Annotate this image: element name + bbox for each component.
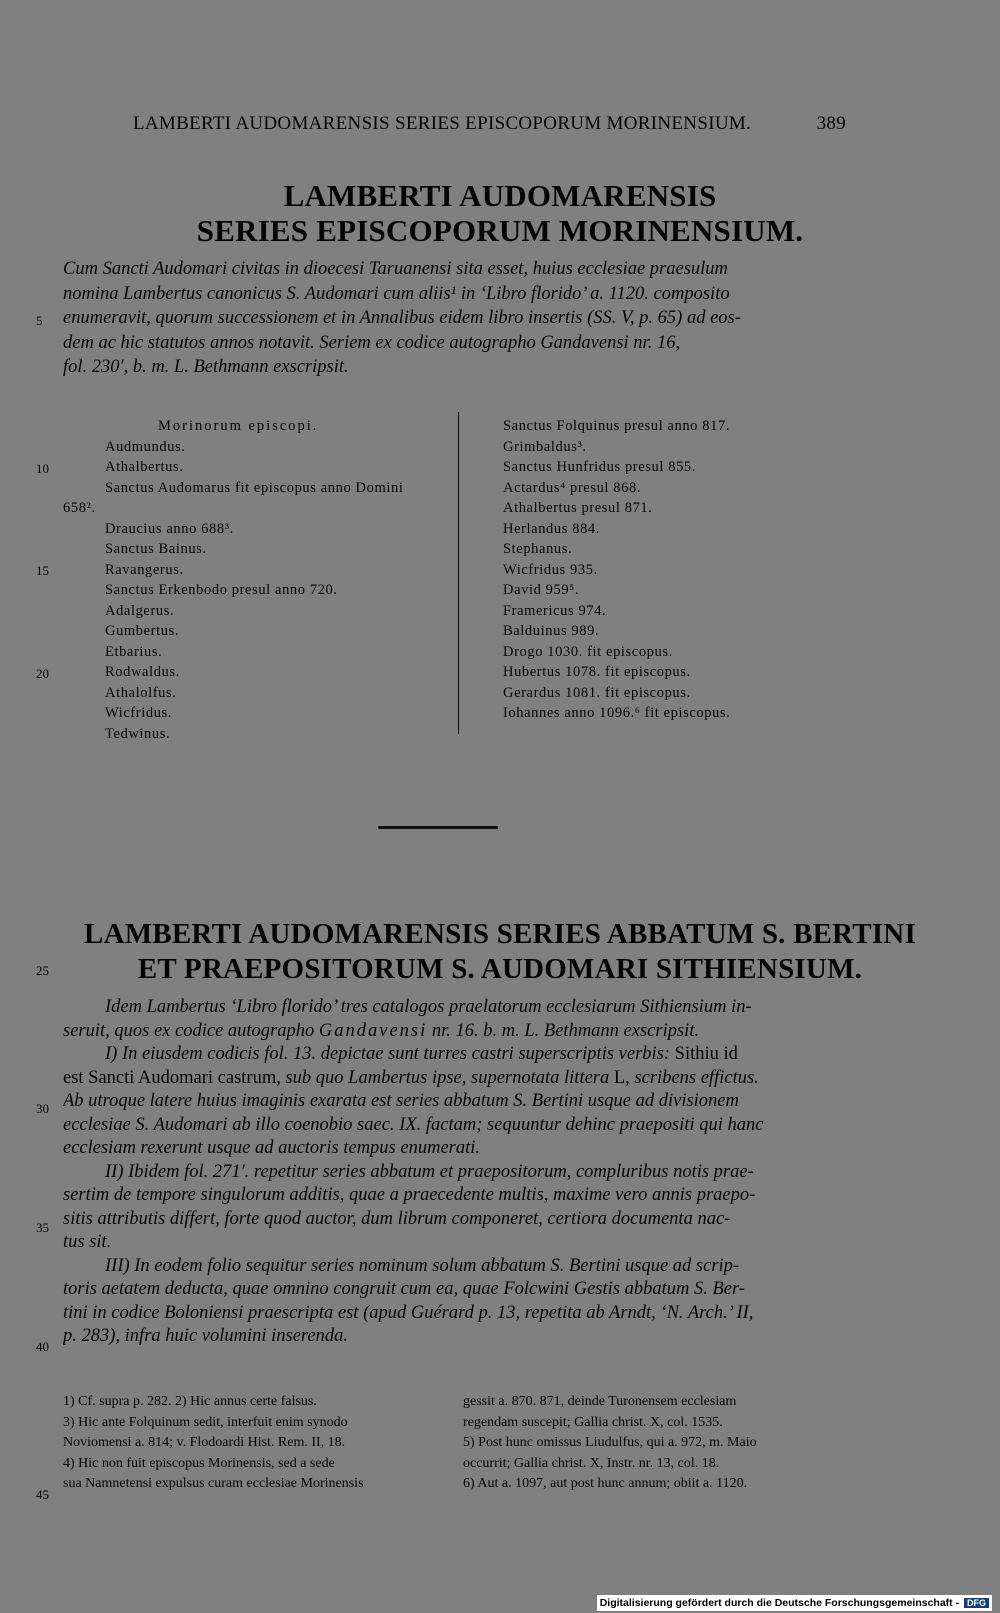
body-line: tini in codice Boloniensi praescripta est (apud Guérard p. 13, repetita ab Arndt, ‘N. Arch.’ II, <box>63 1302 754 1323</box>
body-line: ecclesiae S. Audomari ab illo coenobio saec. IX. factam; sequuntur dehinc praepositi qui hanc <box>63 1114 764 1135</box>
footnote-line: sua Namnetensi expulsus curam ecclesiae Morinensis <box>63 1476 364 1491</box>
footnote-line: occurrit; Gallia christ. X, Instr. nr. 13, col. 18. <box>463 1455 720 1471</box>
section-title-line-2: SERIES EPISCOPORUM MORINENSIUM. <box>196 213 804 248</box>
list-item: Gerardus 1081. fit episcopus. <box>503 684 691 701</box>
list-item: Stephanus. <box>503 541 573 557</box>
section-title-2-line-2: ET PRAEPOSITORUM S. AUDOMARI SITHIENSIUM. <box>137 953 863 985</box>
body-line: III) In eodem folio sequitur series nominum solum abbatum S. Bertini usque ad scrip- <box>105 1255 740 1276</box>
intro-line: fol. 230′, b. m. L. Bethmann exscripsit. <box>63 357 349 377</box>
line-number: 45 <box>36 1487 49 1502</box>
list-item: Herlandus 884. <box>503 520 600 537</box>
list-item: Sanctus Erkenbodo presul anno 720. <box>105 582 338 598</box>
footnote-line: 1) Cf. supra p. 282. 2) Hic annus certe falsus. <box>63 1394 317 1409</box>
list-item: Drogo 1030. fit episcopus. <box>503 643 673 660</box>
list-item: Athalolfus. <box>105 684 177 701</box>
bishop-list-right <box>503 416 853 724</box>
list-item: Wicfridus 935. <box>503 561 598 578</box>
body-text: I) In eiusdem codicis fol. 13. depictae sunt turres castri superscriptis verbis: <box>105 1044 675 1064</box>
footnote-line: 4) Hic non fuit episcopus Morinensis, sed a sede <box>63 1455 335 1471</box>
line-number: 20 <box>36 666 49 681</box>
list-heading: Morinorum episcopi. <box>158 418 319 434</box>
line-number: 25 <box>36 963 49 978</box>
list-item: Iohannes anno 1096.⁶ fit episcopus. <box>503 705 731 721</box>
intro-paragraph <box>63 257 846 380</box>
list-item: Athalbertus. <box>105 459 184 475</box>
line-number: 5 <box>36 313 43 328</box>
intro-line: enumeravit, quorum successionem et in Annalibus eidem libro insertis (SS. V, p. 65) ad eos- <box>63 308 741 328</box>
list-item: Etbarius. <box>105 643 163 660</box>
line-number: 30 <box>36 1101 49 1116</box>
footnote-line: 3) Hic ante Folquinum sedit, interfuit enim synodo <box>63 1414 348 1430</box>
footnotes-right <box>463 1392 848 1495</box>
body-text: scribens effictus. <box>629 1067 759 1088</box>
footnote-line: 6) Aut a. 1097, aut post hunc annum; obiit a. 1120. <box>463 1476 748 1491</box>
footnote-line: gessit a. 870. 871, deinde Turonensem ecclesiam <box>463 1394 737 1409</box>
list-item: Gumbertus. <box>105 623 180 639</box>
body-line: Ab utroque latere huius imaginis exarata est series abbatum S. Bertini usque ad divisionem <box>63 1091 739 1111</box>
body-text: nr. 16. b. m. L. Bethmann exscripsit. <box>427 1020 700 1041</box>
body-line: toris aetatem deducta, quae omnino congruit cum ea, quae Folcwini Gestis abbatum S. Ber- <box>63 1279 745 1299</box>
body-paragraphs <box>63 996 846 1349</box>
list-item: Actardus⁴ presul 868. <box>503 479 642 496</box>
list-item: David 959⁵. <box>503 582 580 598</box>
emphasis-text: Gandavensi <box>318 1020 428 1041</box>
quoted-text: est Sancti Audomari castrum, <box>63 1067 281 1088</box>
body-text: seruit, quos ex codice autographo <box>63 1020 319 1041</box>
body-line <box>63 1067 846 1091</box>
line-number: 15 <box>36 563 49 578</box>
footnote-line: Noviomensi a. 814; v. Flodoardi Hist. Rem. II, 18. <box>63 1435 346 1450</box>
list-item: Sanctus Hunfridus presul 855. <box>503 459 696 475</box>
page-number: 389 <box>816 113 846 134</box>
section-title-line-1: LAMBERTI AUDOMARENSIS <box>283 178 717 213</box>
body-line: Idem Lambertus ‘Libro florido’ tres catalogos praelatorum ecclesiarum Sithiensium in- <box>105 997 752 1017</box>
list-item: Rodwaldus. <box>105 664 180 680</box>
body-text: sub quo Lambertus ipse, supernotata littera <box>280 1067 614 1088</box>
footer-text: Digitalisierung gefördert durch die Deutsche Forschungsgemeinschaft - <box>599 1597 960 1609</box>
line-number: 10 <box>36 461 49 476</box>
running-head-title: LAMBERTI AUDOMARENSIS SERIES EPISCOPORUM MORINENSIUM. <box>133 113 752 134</box>
body-line: II) Ibidem fol. 271′. repetitur series abbatum et praepositorum, compluribus notis prae- <box>105 1161 754 1182</box>
list-item: Tedwinus. <box>105 725 171 742</box>
section-title-2-line-1: LAMBERTI AUDOMARENSIS SERIES ABBATUM S. BERTINI <box>84 918 916 950</box>
list-item: Wicfridus. <box>105 705 173 721</box>
footnotes-left <box>63 1392 448 1495</box>
intro-line: Cum Sancti Audomari civitas in dioecesi Taruanensi sita esset, huius ecclesiae praesulum <box>63 259 728 279</box>
intro-line: dem ac hic statutos annos notavit. Seriem ex codice autographo Gandavensi nr. 16, <box>63 332 681 353</box>
body-line <box>63 1043 846 1067</box>
body-line: p. 283), infra huic volumini inserenda. <box>63 1326 349 1346</box>
footnote-line: regendam suscepit; Gallia christ. X, col. 1535. <box>463 1414 723 1430</box>
column-divider <box>458 412 460 734</box>
intro-line: nomina Lambertus canonicus S. Audomari cum aliis¹ in ‘Libro florido’ a. 1120. composito <box>63 283 730 304</box>
body-line: sertim de tempore singulorum additis, quae a praecedente multis, maxime vero annis praepo- <box>63 1185 756 1205</box>
list-item: 658². <box>63 500 96 516</box>
section-rule <box>378 826 498 829</box>
body-line: tus sit. <box>63 1232 112 1252</box>
body-line: ecclesiam rexerunt usque ad auctoris tempus enumerati. <box>63 1138 481 1158</box>
list-item: Adalgerus. <box>105 602 175 619</box>
bishop-list-left <box>63 416 448 744</box>
body-line <box>63 1020 846 1044</box>
list-item: Audmundus. <box>105 438 186 455</box>
list-item: Sanctus Folquinus presul anno 817. <box>503 418 731 434</box>
list-item: Hubertus 1078. fit episcopus. <box>503 664 691 680</box>
line-number: 40 <box>36 1339 49 1354</box>
footnote-line: 5) Post hunc omissus Liudulfus, qui a. 972, m. Maio <box>463 1435 757 1450</box>
list-item: Athalbertus presul 871. <box>503 500 653 516</box>
body-line: sitis attributis differt, forte quod auctor, dum librum componeret, certiora documenta nac- <box>63 1208 731 1229</box>
list-item: Sanctus Bainus. <box>105 541 207 557</box>
quoted-text: Sithiu id <box>674 1044 738 1064</box>
list-item: Grimbaldus³. <box>503 438 587 455</box>
line-number: 35 <box>36 1220 49 1235</box>
list-item: Balduinus 989. <box>503 623 600 639</box>
funding-footer <box>597 1595 992 1611</box>
list-item: Sanctus Audomarus fit episcopus anno Domini <box>105 479 404 496</box>
list-item: Ravangerus. <box>105 561 184 578</box>
list-item: Draucius anno 688³. <box>105 520 234 537</box>
dfg-logo: DFG <box>964 1598 989 1608</box>
list-item: Framericus 974. <box>503 602 607 619</box>
quoted-text: L, <box>613 1067 630 1088</box>
